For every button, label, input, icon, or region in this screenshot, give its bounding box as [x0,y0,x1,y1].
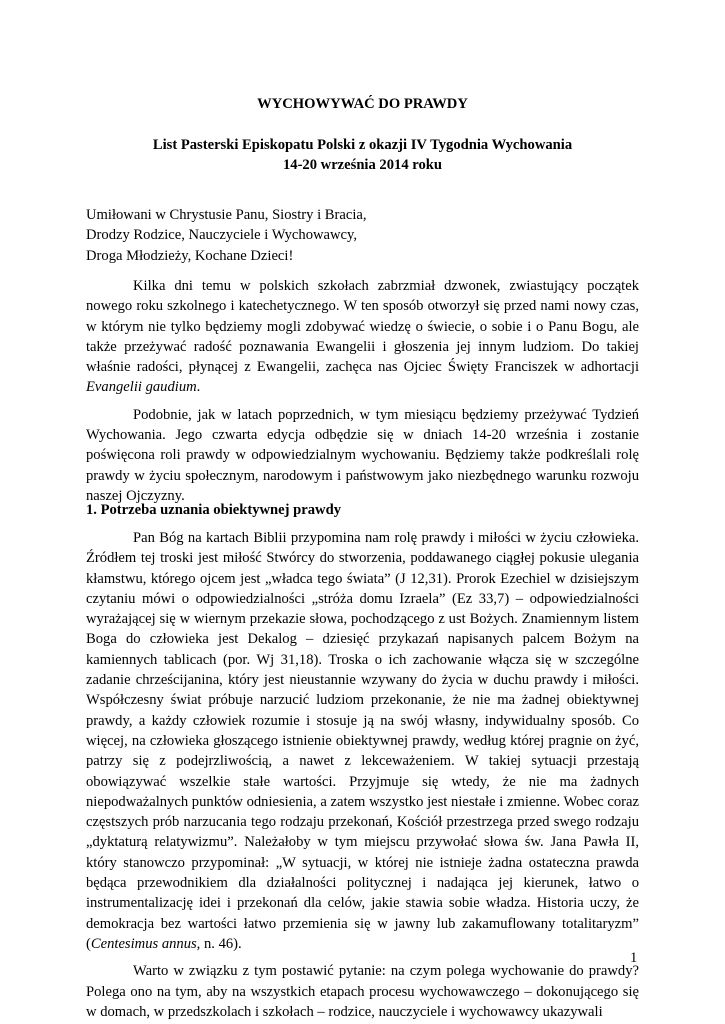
intro-paragraph-2: Podobnie, jak w latach poprzednich, w tym miesiącu będziemy przeżywać Tydzień Wychowania. Jego czwarta edycja odbędzie się w dniach 14-20 września i zostanie poświęcona roli prawdy w odpowiedzialnym wychowaniu. Będziemy także podkreślali rolę prawdy w życiu społecznym, narodowym i państwowym jako niezbędnego warunku rozwoju naszej Ojczyzny. [86,406,639,504]
section-1-p1-end: n. 46). [200,935,242,952]
document-title: WYCHOWYWAĆ DO PRAWDY [257,96,468,112]
intro-p1-end: . [196,379,201,396]
salutation [86,205,639,266]
section-1-body [86,528,639,1022]
section-1-p1-italic: Centesimus annus, [90,935,201,952]
subtitle-line-2: 14-20 września 2014 roku [282,157,443,174]
section-1-heading: 1. Potrzeba uznania obiektywnej prawdy [86,502,341,518]
section-1-p1-text: Pan Bóg na kartach Biblii przypomina nam rolę prawdy i miłości w życiu człowieka. Źródłem tej troski jest miłość Stwórcy do stworzenia, poddawanego ciągłej pokusie ulegania kłamstwu, którego ojcem jest „władca tego świata” (J 12,31). Prorok Ezechiel w dzisiejszym czytaniu mówi o odpowiedzialności „stróża domu Izraela” (Ez 33,7) – odpowiedzialności wyrażającej się w wiernym przekazie słowa, pochodzącego z ust Bożych. Znamiennym listem Boga do człowieka jest Dekalog – dziesięć przykazań napisanych palcem Bożym na kamiennych tablicach (por. Wj 31,18). Troska o ich zachowanie włącza się w szczególne zadanie chrześcijanina, który jest nieustannie wzywany do życia w duchu prawdy i miłości. Współczesny świat próbuje narzucić ludziom przekonanie, że nie ma żadnej obiektywnej prawdy, a każdy człowiek rozumie i stosuje ją na swój własny, indywidualny sposób. Co więcej, na człowieka głoszącego istnienie obiektywnej prawdy, według której pragnie on żyć, patrzy się z podejrzliwością, a nawet z lekceważeniem. W takiej sytuacji przestają obowiązywać wszelkie stałe wartości. Przyjmuje się wtedy, że nie ma żadnych niepodważalnych punktów odniesienia, a zatem wszystko jest niestałe i zmienne. Wobec coraz częstszych prób narzucania tego rodzaju przekonań, Kościół przestrzega przed swego rodzaju „dyktaturą relatywizmu”. Należałoby w tym miejscu przywołać słowa św. Jana Pawła II, który stanowczo przypominał: „W sytuacji, w której nie istnieje żadna ostateczna prawda będąca przewodnikiem dla działalności politycznej i nadająca jej kierunek, łatwo o instrumentalizację idei i przekonań dla celów, jakie stawia sobie władza. Historia uczy, że demokracja bez wartości łatwo przemienia się w jawny lub zakamuflowany totalitaryzm” ( [86,530,639,952]
section-1-paragraph-1 [86,528,639,954]
page-number: 1 [630,950,638,966]
section-1-paragraph-2: Warto w związku z tym postawić pytanie: na czym polega wychowanie do prawdy? Polega ono na tym, aby na wszystkich etapach procesu wychowawczego – dokonującego się w domach, w przedszkolach i szkołach – rodzice, nauczyciele i wychowawcy ukazywali [86,963,639,1020]
salutation-line-1: Umiłowani w Chrystusie Panu, Siostry i Bracia, [86,207,367,223]
subtitle-line-1: List Pasterski Episkopatu Polski z okazji IV Tygodnia Wychowania [152,137,573,153]
document-subtitle [86,135,639,176]
salutation-line-2: Drodzy Rodzice, Nauczyciele i Wychowawcy, [86,227,358,244]
salutation-line-3: Droga Młodzieży, Kochane Dzieci! [86,247,294,264]
intro-p1-text: Kilka dni temu w polskich szkołach zabrzmiał dzwonek, zwiastujący początek nowego roku szkolnego i katechetycznego. W ten sposób otworzył się przed nami nowy czas, w którym nie tylko będziemy mogli zdobywać wiedzę o świecie, o sobie i o Panu Bogu, ale także przeżywać radość poznawania Ewangelii i głoszenia jej innym ludziom. Do takiej właśnie radości, płynącej z Ewangelii, zachęca nas Ojciec Święty Franciszek w adhortacji [86,278,639,376]
intro-paragraph-1 [86,276,639,398]
intro-p1-italic: Evangelii gaudium [86,379,197,396]
intro-section [86,276,639,506]
